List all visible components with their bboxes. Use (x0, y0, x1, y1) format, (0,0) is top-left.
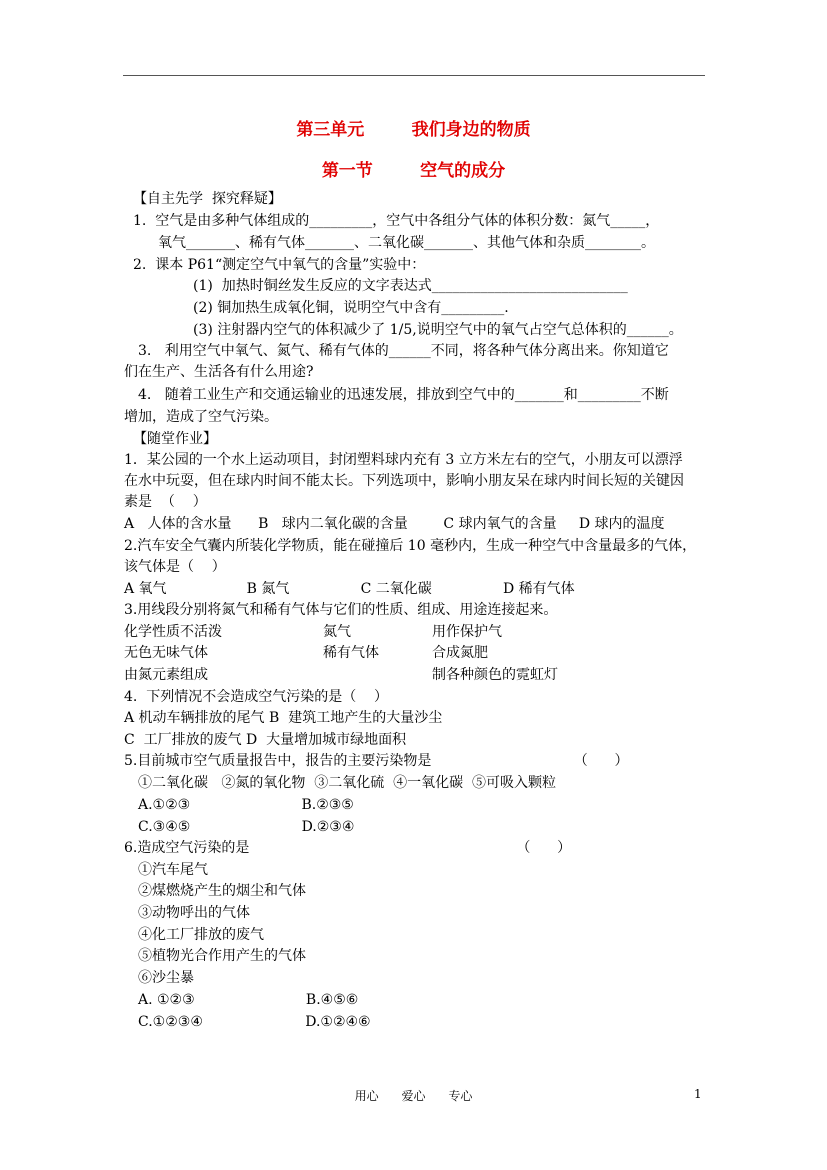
header-rule (123, 75, 705, 76)
matching-property: 由氮元素组成 (124, 667, 208, 683)
self-study-line: 们在生产、生活各有什么用途? (124, 364, 314, 380)
question-line: 5.目前城市空气质量报告中，报告的主要污染物是 （ ） (124, 753, 629, 769)
self-study-line: 3. 利用空气中氧气、氮气、稀有气体的______不同，将各种气体分离出来。你知道它 (138, 343, 669, 359)
matching-gas: 稀有气体 (323, 645, 379, 661)
question-line: ②煤燃烧产生的烟尘和气体 (138, 883, 306, 899)
page-number: 1 (694, 1087, 702, 1101)
self-study-line: 1. 空气是由多种气体组成的_________，空气中各组分气体的体积分数：氮气_____， (133, 213, 660, 229)
question-line: ①二氧化碳 ②氮的氧化物 ③二氧化硫 ④一氧化碳 ⑤可吸入颗粒 (138, 775, 557, 791)
question-line: 素是 （ ） (124, 494, 207, 510)
question-line: 1．某公园的一个水上运动项目，封闭塑料球内充有 3 立方米左右的空气，小朋友可以漂浮 (124, 452, 683, 468)
question-line: A 机动车辆排放的尾气 B 建筑工地产生的大量沙尘 (124, 710, 443, 726)
footer-motto: 用心 爱心 专心 (354, 1089, 473, 1103)
question-line: C 工厂排放的废气 D 大量增加城市绿地面积 (124, 732, 407, 748)
self-study-line: 4. 随着工业生产和交通运输业的迅速发展，排放到空气中的_______和_________不断 (138, 387, 669, 403)
question-line: 3.用线段分别将氮气和稀有气体与它们的性质、组成、用途连接起来。 (124, 602, 558, 618)
self-study-line: 增加，造成了空气污染。 (124, 409, 278, 425)
question-line: ④化工厂排放的废气 (138, 927, 264, 943)
matching-property: 无色无味气体 (124, 645, 208, 661)
self-study-line: (3) 注射器内空气的体积减少了 1/5,说明空气中的氧气占空气总体积的______。 (193, 322, 683, 338)
question-line: A 人体的含水量 B 球内二氧化碳的含量 C 球内氧气的含量 D 球内的温度 (124, 516, 665, 532)
question-line: ①汽车尾气 (138, 862, 208, 878)
question-line: ⑤植物光合作用产生的气体 (138, 948, 306, 964)
matching-gas: 氮气 (323, 624, 351, 640)
question-line: C.①②③④ D.①②④⑥ (138, 1014, 371, 1030)
self-study-line: 氧气_______、稀有气体_______、二氧化碳_______、其他气体和杂质________。 (158, 235, 655, 251)
question-line: ⑥沙尘暴 (138, 970, 194, 986)
class-work-heading: 【随堂作业】 (133, 431, 217, 447)
question-line: 在水中玩耍，但在球内时间不能太长。下列选项中，影响小朋友呆在球内时间长短的关键因 (124, 473, 684, 489)
question-line: A 氧气 B 氮气 C 二氧化碳 D 稀有气体 (124, 581, 575, 597)
question-line: 6.造成空气污染的是 （ ） (124, 840, 572, 856)
question-line: 2.汽车安全气囊内所装化学物质，能在碰撞后 10 毫秒内，生成一种空气中含量最多的气体， (124, 538, 697, 554)
self-study-line: (1) 加热时铜丝发生反应的文字表达式____________________________ (193, 278, 628, 294)
question-line: 4. 下列情况不会造成空气污染的是（ ） (124, 689, 389, 705)
matching-use: 合成氮肥 (432, 645, 488, 661)
question-line: ③动物呼出的气体 (138, 905, 250, 921)
unit-title: 第三单元 我们身边的物质 (296, 120, 531, 140)
matching-use: 制各种颜色的霓虹灯 (432, 667, 558, 683)
section-title: 第一节 空气的成分 (321, 161, 506, 181)
question-line: A.①②③ B.②③⑤ (138, 797, 354, 813)
question-line: 该气体是（ ） (124, 559, 226, 575)
self-study-line: 2. 课本 P61“测定空气中氧气的含量”实验中： (133, 257, 426, 273)
matching-use: 用作保护气 (432, 624, 502, 640)
self-study-heading: 【自主先学 探究释疑】 (133, 191, 282, 207)
question-line: A. ①②③ B.④⑤⑥ (138, 992, 359, 1008)
question-line: C.③④⑤ D.②③④ (138, 819, 355, 835)
self-study-line: (2) 铜加热生成氧化铜，说明空气中含有_________. (193, 300, 509, 316)
matching-property: 化学性质不活泼 (124, 624, 222, 640)
